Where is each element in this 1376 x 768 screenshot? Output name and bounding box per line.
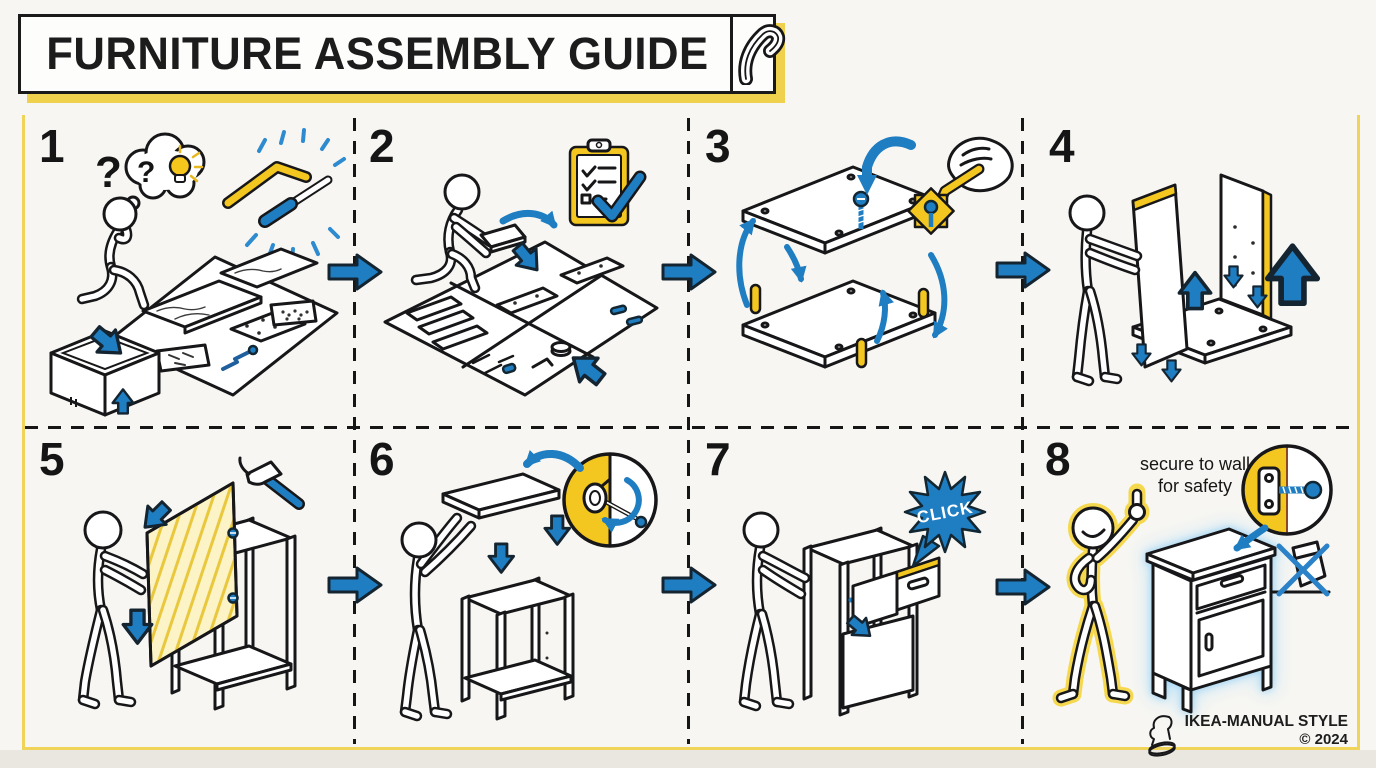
- connector-arrow-2-3: [661, 251, 717, 293]
- step-number: 7: [705, 433, 731, 485]
- step-1-panel: [25, 115, 355, 428]
- connector-arrow-1-2: [327, 251, 383, 293]
- detail-arrow: [527, 454, 580, 468]
- step-1-illustration: [25, 115, 355, 428]
- sparkle-lines: [247, 130, 344, 260]
- question-mark: ?: [95, 148, 122, 197]
- finished-nightstand: [1147, 529, 1275, 712]
- down-arrow: [489, 544, 514, 573]
- allen-key-icon: [733, 23, 787, 85]
- down-arrow: [545, 516, 570, 545]
- step-number: 4: [1049, 120, 1075, 172]
- top-board: [743, 167, 935, 253]
- step-6-panel: [355, 428, 691, 747]
- step-number: 3: [705, 120, 731, 172]
- footer-sketch-icon: [1145, 712, 1181, 758]
- step-number: 6: [369, 433, 395, 485]
- person-figure: [83, 512, 143, 704]
- down-arrow: [123, 610, 152, 643]
- drawer: [851, 558, 939, 628]
- step-2-illustration: [355, 115, 691, 428]
- anti-tip-warning-icon: [1273, 542, 1329, 594]
- connector-arrow-6-7: [661, 564, 717, 606]
- down-arrow: [1162, 360, 1180, 381]
- step-8-illustration: [1025, 428, 1357, 747]
- connector-arrow-7-8: [995, 566, 1051, 608]
- step-number: 2: [369, 120, 395, 172]
- curve-arrow: [503, 213, 554, 225]
- step-3-panel: [691, 115, 1025, 428]
- page-title: FURNITURE ASSEMBLY GUIDE: [46, 28, 709, 79]
- step-6-illustration: [355, 428, 691, 747]
- click-label: CLICK: [915, 497, 975, 528]
- hammer-icon: [240, 458, 299, 504]
- top-panel: [443, 474, 559, 518]
- step-number: 8: [1045, 433, 1071, 485]
- hardware-bag-icon: [271, 301, 316, 325]
- header-tool-box: [730, 17, 787, 91]
- clipboard-checklist-icon: [570, 140, 640, 225]
- step-3-illustration: [691, 115, 1025, 428]
- step-5-illustration: [25, 428, 355, 747]
- bottom-board: [743, 281, 935, 367]
- step-number: 1: [39, 120, 65, 172]
- safety-caption-line2: for safety: [1157, 476, 1233, 496]
- starburst-icon: [908, 188, 953, 233]
- footer-brand: IKEA-MANUAL STYLE: [1184, 713, 1348, 730]
- svg-text:?: ?: [137, 156, 156, 189]
- header: [18, 14, 776, 94]
- hand-with-allen-key: [937, 138, 1012, 209]
- thumbs-up-person: [1061, 492, 1145, 698]
- up-arrow: [1268, 246, 1317, 303]
- step-8-panel: [1025, 428, 1357, 747]
- step-number: 5: [39, 433, 65, 485]
- connector-arrow-3-4: [995, 249, 1051, 291]
- person-figure: [82, 198, 144, 305]
- footer-credit: [1145, 712, 1348, 758]
- person-figure: [1070, 196, 1137, 381]
- step-2-panel: [355, 115, 691, 428]
- person-figure: [744, 513, 805, 706]
- cabinet-frame: [462, 578, 573, 719]
- safety-caption-line1: secure to wall: [1139, 454, 1251, 474]
- step-7-illustration: [691, 428, 1025, 747]
- hardware-bag-icon: [157, 345, 209, 371]
- content-frame: [22, 115, 1360, 750]
- footer-copyright: © 2024: [1299, 731, 1348, 749]
- click-callout: [905, 472, 985, 566]
- connector-arrow-5-6: [327, 564, 383, 606]
- step-5-panel: [25, 428, 355, 747]
- wall-anchor-detail-circle: [1243, 446, 1331, 534]
- step-4-panel: [1025, 115, 1357, 428]
- step-7-panel: [691, 428, 1025, 747]
- screwdriver-icon: [265, 180, 328, 221]
